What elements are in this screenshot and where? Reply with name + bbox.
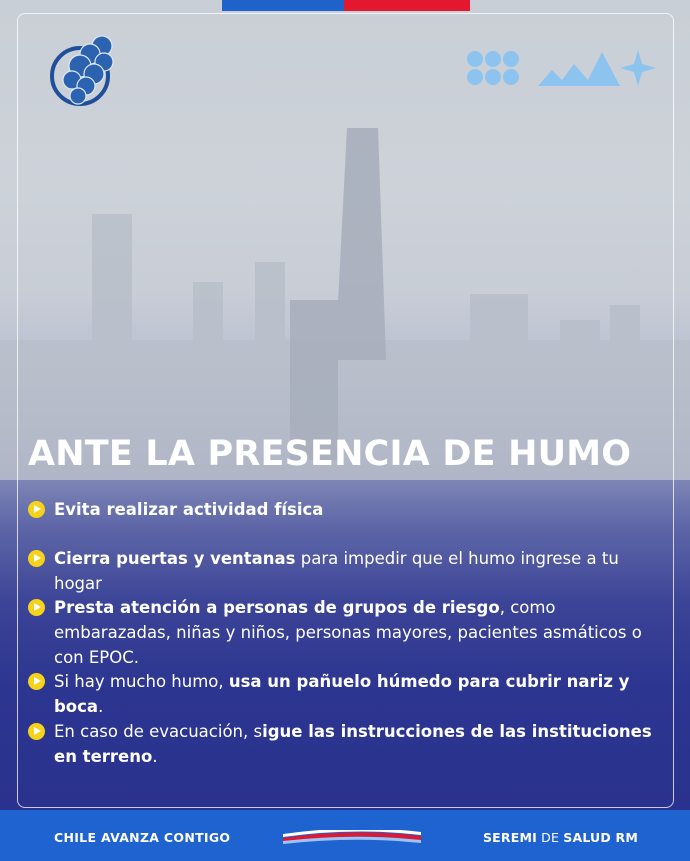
list-item: En caso de evacuación, sigue las instrucciones de las instituciones en terreno.: [28, 719, 662, 769]
play-bullet-icon: [28, 673, 45, 690]
list-item: Evita realizar actividad física: [28, 497, 323, 522]
smoke-cloud-icon: [46, 32, 126, 114]
waves-mountains-star-icon: [462, 46, 658, 90]
play-bullet-icon: [28, 723, 45, 740]
footer-institution: SEREMI DE SALUD RM: [482, 830, 638, 845]
page-title: ANTE LA PRESENCIA DE HUMO: [28, 434, 632, 474]
footer-bar: [0, 810, 690, 861]
list-item: Si hay mucho humo, usa un pañuelo húmedo para cubrir nariz y boca.: [28, 669, 664, 719]
play-bullet-icon: [28, 550, 45, 567]
list-item: Cierra puertas y ventanas para impedir que el humo ingrese a tu hogar: [28, 546, 664, 596]
play-bullet-icon: [28, 599, 45, 616]
footer-slogan: CHILE AVANZA CONTIGO: [54, 830, 231, 845]
flag-stripe: [222, 0, 470, 11]
list-item: Presta atención a personas de grupos de riesgo, como embarazadas, niñas y niños, personas mayores, pacientes asmáticos o con EPOC.: [28, 595, 662, 670]
play-bullet-icon: [28, 501, 45, 518]
wave-divider-icon: [283, 830, 421, 844]
